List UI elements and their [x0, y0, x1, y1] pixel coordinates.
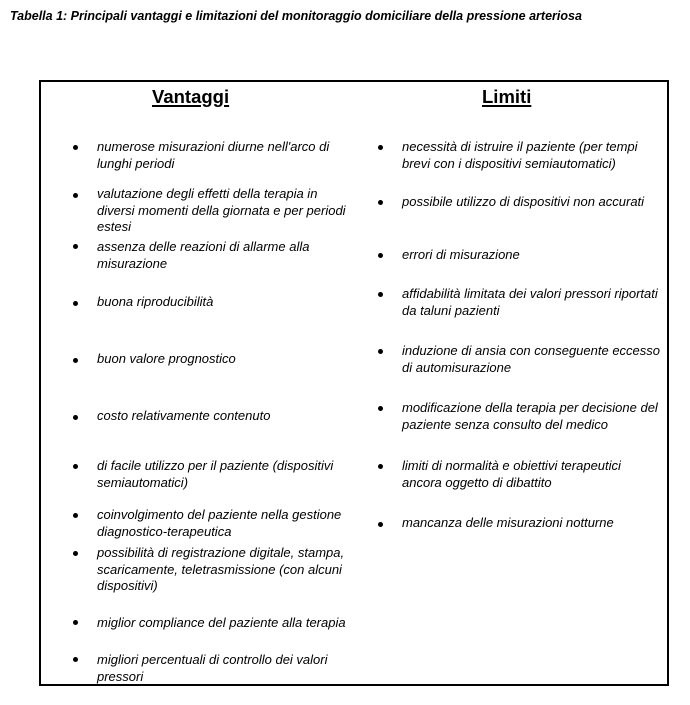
vantaggi-item: numerose misurazioni diurne nell'arco di lunghi periodi — [97, 139, 330, 171]
bullet-icon — [73, 358, 78, 363]
limiti-item: necessità di istruire il paziente (per tempi brevi con i dispositivi semiautomatici) — [402, 139, 638, 171]
vantaggi-header: Vantaggi — [152, 86, 230, 107]
bullet-icon — [73, 464, 78, 469]
limiti-item: mancanza delle misurazioni notturne — [402, 515, 614, 530]
bullet-icon — [73, 415, 78, 420]
bullet-icon — [73, 513, 78, 518]
limiti-item: modificazione della terapia per decisione del paziente senza consulto del medico — [402, 400, 658, 432]
vantaggi-item: miglior compliance del paziente alla terapia — [97, 615, 346, 630]
limiti-header: Limiti — [482, 86, 532, 107]
limiti-item: induzione di ansia con conseguente eccesso di automisurazione — [402, 343, 661, 375]
bullet-icon — [73, 657, 78, 662]
bullet-icon — [378, 253, 383, 258]
vantaggi-item: costo relativamente contenuto — [97, 408, 271, 423]
bullet-icon — [73, 551, 78, 556]
bullet-icon — [378, 464, 383, 469]
bullet-icon — [378, 145, 383, 150]
vantaggi-item: assenza delle reazioni di allarme alla misurazione — [97, 239, 310, 271]
table-caption: Tabella 1: Principali vantaggi e limitazioni del monitoraggio domiciliare della pressione arteriosa — [10, 9, 582, 23]
vantaggi-item: possibilità di registrazione digitale, stampa, scaricamente, teletrasmissione (con alcuni dispositivi) — [97, 545, 345, 593]
bullet-icon — [73, 193, 78, 198]
bullet-icon — [73, 145, 78, 150]
limiti-item: affidabilità limitata dei valori pressori riportati da taluni pazienti — [402, 286, 658, 318]
bullet-icon — [73, 244, 78, 249]
vantaggi-item: buon valore prognostico — [97, 351, 236, 366]
bullet-icon — [378, 406, 383, 411]
limiti-item: errori di misurazione — [402, 247, 520, 262]
vantaggi-item: buona riproducibilità — [97, 294, 214, 309]
advantages-limitations-table — [39, 80, 669, 686]
vantaggi-item: valutazione degli effetti della terapia in diversi momenti della giornata e per periodi estesi — [97, 186, 346, 234]
bullet-icon — [73, 301, 78, 306]
limiti-item: limiti di normalità e obiettivi terapeutici ancora oggetto di dibattito — [402, 458, 621, 490]
limiti-item: possibile utilizzo di dispositivi non accurati — [402, 194, 645, 209]
vantaggi-item: di facile utilizzo per il paziente (dispositivi semiautomatici) — [97, 458, 334, 490]
bullet-icon — [73, 620, 78, 625]
bullet-icon — [378, 522, 383, 527]
bullet-icon — [378, 200, 383, 205]
bullet-icon — [378, 349, 383, 354]
vantaggi-item: migliori percentuali di controllo dei valori pressori — [97, 652, 328, 684]
bullet-icon — [378, 292, 383, 297]
vantaggi-item: coinvolgimento del paziente nella gestione diagnostico-terapeutica — [97, 507, 342, 539]
